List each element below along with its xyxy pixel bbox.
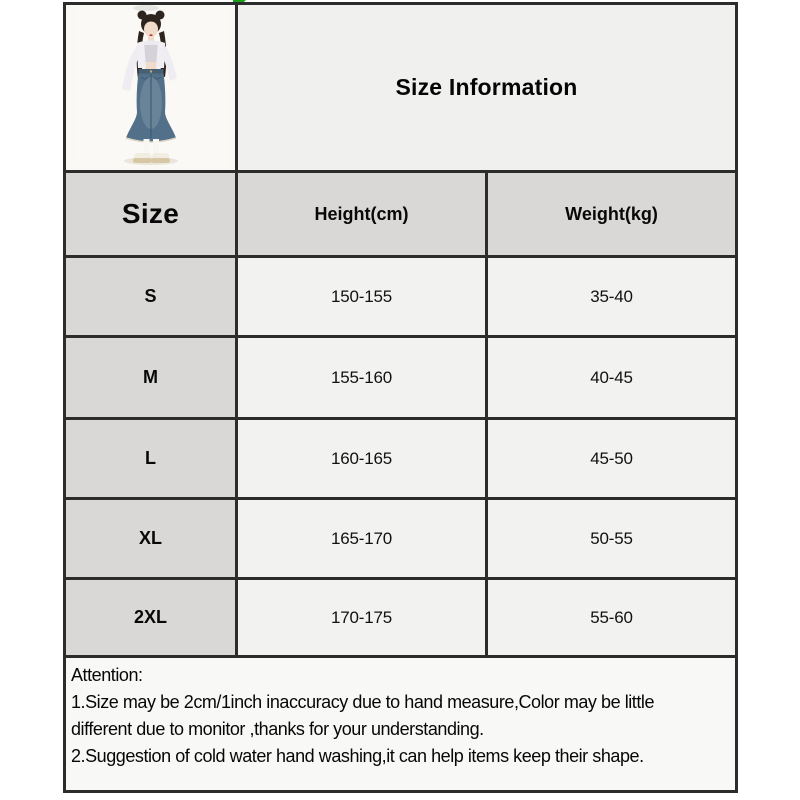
- column-header-size: Size: [66, 173, 235, 255]
- attention-line-2: different due to monitor ,thanks for your understanding.: [71, 719, 484, 739]
- weight-cell-m: 40-45: [488, 338, 735, 417]
- column-header-weight: Weight(kg): [488, 173, 735, 255]
- attention-title: Attention:: [71, 665, 143, 685]
- column-header-height: Height(cm): [238, 173, 485, 255]
- weight-cell-2xl: 55-60: [488, 580, 735, 655]
- photo-watermark: [133, 5, 159, 11]
- attention-line-3: 2.Suggestion of cold water hand washing,it can help items keep their shape.: [71, 746, 644, 766]
- crop-top: [144, 45, 158, 62]
- height-cell-m: 155-160: [238, 338, 485, 417]
- size-cell-s: S: [66, 258, 235, 335]
- size-cell-xl: XL: [66, 500, 235, 577]
- attention-note: [66, 658, 735, 790]
- height-cell-2xl: 170-175: [238, 580, 485, 655]
- weight-cell-s: 35-40: [488, 258, 735, 335]
- attention-line-1: 1.Size may be 2cm/1inch inaccuracy due to hand measure,Color may be little: [71, 692, 655, 712]
- model-photo-illustration: [66, 5, 235, 170]
- right-sock: [153, 139, 159, 155]
- height-cell-xl: 165-170: [238, 500, 485, 577]
- weight-cell-xl: 50-55: [488, 500, 735, 577]
- height-cell-l: 160-165: [238, 420, 485, 497]
- title-cell: [238, 5, 735, 170]
- left-sock: [144, 139, 150, 155]
- lips: [149, 34, 152, 36]
- size-cell-m: M: [66, 338, 235, 417]
- size-cell-2xl: 2XL: [66, 580, 235, 655]
- height-cell-s: 150-155: [238, 258, 485, 335]
- product-photo: [66, 5, 235, 170]
- weight-cell-l: 45-50: [488, 420, 735, 497]
- page-title: Size Information: [395, 74, 578, 100]
- size-chart-table: [63, 2, 738, 793]
- size-cell-l: L: [66, 420, 235, 497]
